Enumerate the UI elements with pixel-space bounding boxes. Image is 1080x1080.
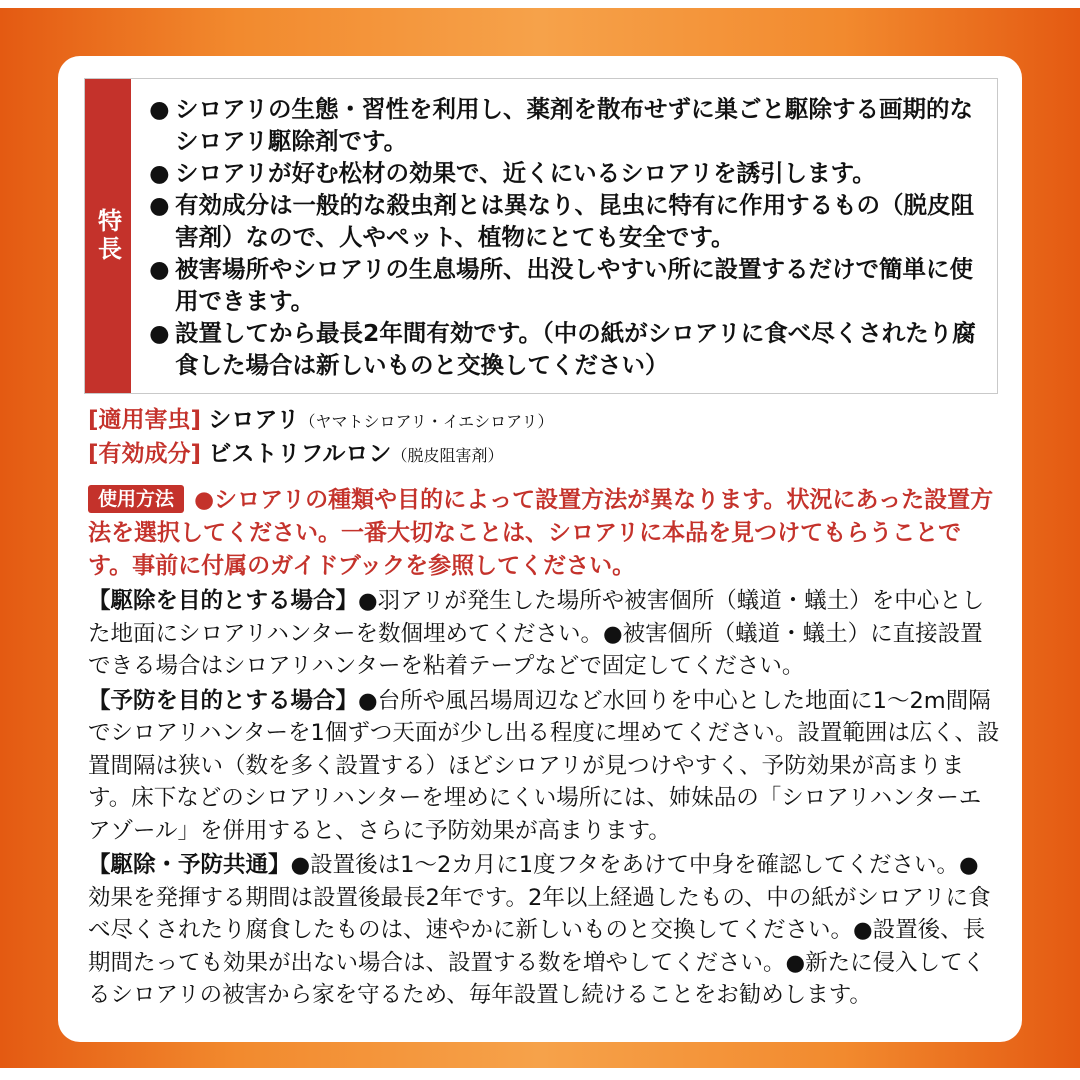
features-tab-label: 特長: [93, 208, 122, 264]
orange-frame: [0, 8, 1080, 1068]
ingredient-label: [有効成分]: [88, 441, 202, 467]
usage-tag: 使用方法: [88, 485, 184, 513]
target-pest-note: （ヤマトシロアリ・イエシロアリ）: [299, 412, 554, 431]
usage-intro-text: ●シロアリの種類や目的によって設置方法が異なります。状況にあった設置方法を選択してください。一番大切なことは、シロアリに本品を見つけてもらうことです。事前に付属のガイドブックを参照してください。: [88, 487, 994, 579]
ingredient-line: [88, 438, 988, 472]
feature-item: ● 被害場所やシロアリの生息場所、出没しやすい所に設置するだけで簡単に使用できます。: [149, 255, 974, 315]
usage-text: ●台所や風呂場周辺など水回りを中心とした地面に1〜2m間隔でシロアリハンターを1個ずつ天面が少し出る程度に埋めてください。設置範囲は広く、設置間隔は狭い（数を多く設置する）ほどシロアリが見つけやすく、予防効果が高まります。床下などのシロアリハンターを埋めにくい場所には、姉妹品の「シロアリハンターエアゾール」を併用すると、さらに予防効果が高まります。: [88, 687, 1000, 844]
bullet-icon: ●: [149, 95, 170, 123]
bullet-icon: ●: [149, 319, 170, 347]
feature-item: ● 設置してから最長2年間有効です。（中の紙がシロアリに食べ尽くされたり腐食した場合は新しいものと交換してください）: [149, 319, 976, 379]
bullet-icon: ●: [149, 255, 170, 283]
usage-heading: 【駆除・予防共通】: [88, 852, 291, 878]
usage-text: ●設置後は1〜2カ月に1度フタをあけて中身を確認してください。●効果を発揮する期間は設置後最長2年です。2年以上経過したもの、中の紙がシロアリに食べ尽くされたり腐食したものは、速やかに新しいものと交換してください。●設置後、長期間たっても効果が出ない場合は、設置する数を増やしてください。●新たに侵入してくるシロアリの被害から家を守るため、毎年設置し続けることをお勧めします。: [88, 852, 991, 1008]
usage-heading: 【予防を目的とする場合】: [88, 687, 359, 714]
usage-paragraph: [88, 849, 1000, 1012]
usage-intro: [88, 484, 1000, 583]
features-tab: [85, 79, 131, 393]
usage-heading: 【駆除を目的とする場合】: [88, 588, 359, 614]
ingredient-value: ビストリフルロン: [208, 441, 392, 467]
usage-paragraph: [88, 685, 1000, 848]
target-pest-label: [適用害虫]: [88, 407, 202, 433]
usage-text: ●羽アリが発生した場所や被害個所（蟻道・蟻土）を中心とした地面にシロアリハンターを数個埋めてください。●被害個所（蟻道・蟻土）に直接設置できる場合はシロアリハンターを粘着テープなどで固定してください。: [88, 588, 985, 679]
feature-item: ● シロアリの生態・習性を利用し、薬剤を散布せずに巣ごと駆除する画期的なシロアリ駆除剤です。: [149, 95, 974, 155]
bullet-icon: ●: [149, 159, 170, 187]
product-info: [88, 404, 988, 472]
usage-paragraph: [88, 585, 1000, 683]
content-panel: [58, 56, 1022, 1042]
bullet-icon: ●: [149, 191, 170, 219]
features-list: [149, 93, 983, 381]
target-pest-value: シロアリ: [208, 407, 300, 433]
feature-item: ● 有効成分は一般的な殺虫剤とは異なり、昆虫に特有に作用するもの（脱皮阻害剤）なので、人やペット、植物にとても安全です。: [149, 191, 974, 251]
features-box: [84, 78, 998, 394]
target-pest-line: [88, 404, 988, 438]
ingredient-note: （脱皮阻害剤）: [391, 446, 504, 465]
usage-section: [88, 484, 1000, 1012]
feature-item: ● シロアリが好む松材の効果で、近くにいるシロアリを誘引します。: [149, 159, 876, 187]
